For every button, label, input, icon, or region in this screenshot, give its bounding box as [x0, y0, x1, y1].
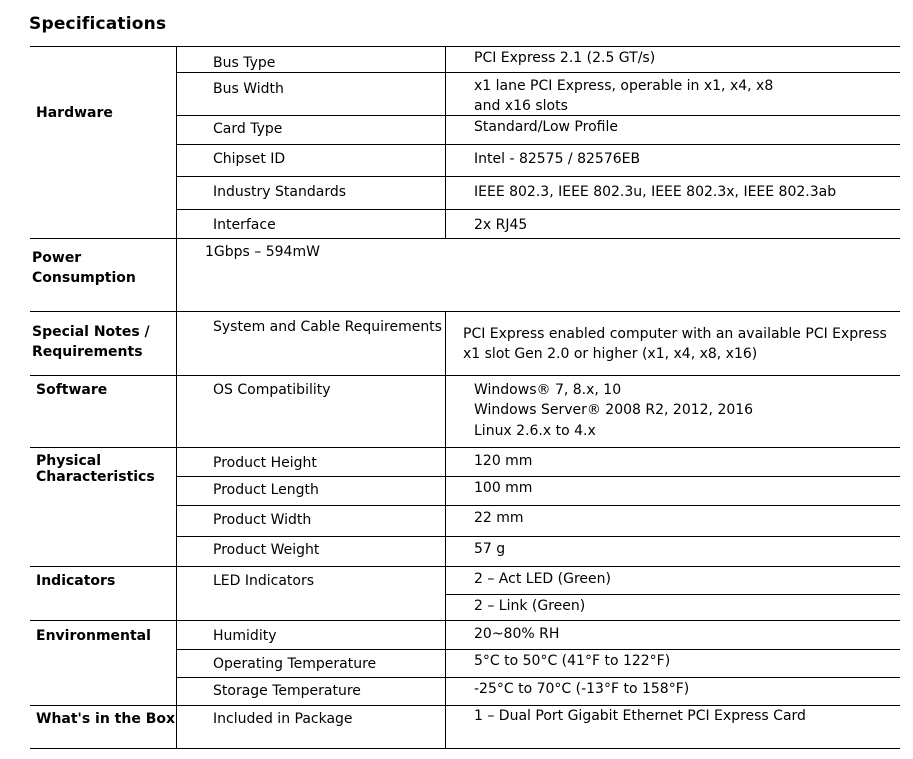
- spec-value: Standard/Low Profile: [474, 119, 618, 135]
- spec-name: Bus Type: [213, 55, 276, 71]
- spec-name: Product Weight: [213, 542, 320, 558]
- spec-value: x1 lane PCI Express, operable in x1, x4, x8 and x16 slots: [474, 78, 774, 114]
- spec-name: Bus Width: [213, 81, 284, 97]
- spec-name: Chipset ID: [213, 151, 286, 167]
- spec-value: PCI Express enabled computer with an available PCI Express x1 slot Gen 2.0 or higher (x1, x4, x8, x16): [463, 326, 887, 362]
- spec-value: -25°C to 70°C (-13°F to 158°F): [474, 681, 690, 697]
- spec-value: 100 mm: [474, 480, 533, 496]
- spec-name: Included in Package: [213, 711, 353, 727]
- spec-value: 120 mm: [474, 453, 533, 469]
- spec-value: IEEE 802.3, IEEE 802.3u, IEEE 802.3x, IEEE 802.3ab: [474, 184, 837, 200]
- section-label-environmental: Environmental: [36, 628, 151, 644]
- spec-name: Operating Temperature: [213, 656, 377, 672]
- spec-value-line: Windows Server® 2008 R2, 2012, 2016: [474, 402, 754, 418]
- spec-value: 2 – Act LED (Green): [474, 571, 611, 587]
- page-title: Specifications: [29, 14, 167, 34]
- section-label-indicators: Indicators: [36, 573, 116, 589]
- spec-value: PCI Express 2.1 (2.5 GT/s): [474, 50, 656, 66]
- section-label-power: Power Consumption: [32, 250, 136, 286]
- section-label-physical: Physical Characteristics: [36, 453, 155, 485]
- spec-value: 1 – Dual Port Gigabit Ethernet PCI Express Card: [474, 708, 806, 724]
- spec-value: 57 g: [474, 541, 506, 557]
- section-label-hardware: Hardware: [36, 105, 113, 121]
- section-label-in-box: What's in the Box: [36, 711, 176, 727]
- spec-value: 2 – Link (Green): [474, 598, 586, 614]
- spec-name: Product Length: [213, 482, 319, 498]
- spec-value: 22 mm: [474, 510, 524, 526]
- section-label-software: Software: [36, 382, 108, 398]
- spec-value: 2x RJ45: [474, 217, 528, 233]
- spec-name: Product Height: [213, 455, 317, 471]
- spec-name: Humidity: [213, 628, 277, 644]
- spec-value-line: Linux 2.6.x to 4.x: [474, 423, 596, 439]
- spec-value: Intel - 82575 / 82576EB: [474, 151, 641, 167]
- spec-value: 1Gbps – 594mW: [205, 244, 320, 260]
- spec-name: Interface: [213, 217, 276, 233]
- spec-name: Product Width: [213, 512, 312, 528]
- section-label-special-notes: Special Notes / Requirements: [32, 324, 150, 360]
- spec-name: Card Type: [213, 121, 283, 137]
- spec-value-line: Windows® 7, 8.x, 10: [474, 382, 622, 398]
- spec-name: Industry Standards: [213, 184, 347, 200]
- spec-value: 5°C to 50°C (41°F to 122°F): [474, 653, 671, 669]
- spec-name: System and Cable Requirements: [213, 319, 442, 335]
- spec-name: OS Compatibility: [213, 382, 331, 398]
- spec-name: Storage Temperature: [213, 683, 361, 699]
- spec-name: LED Indicators: [213, 573, 315, 589]
- spec-value: 20~80% RH: [474, 626, 560, 642]
